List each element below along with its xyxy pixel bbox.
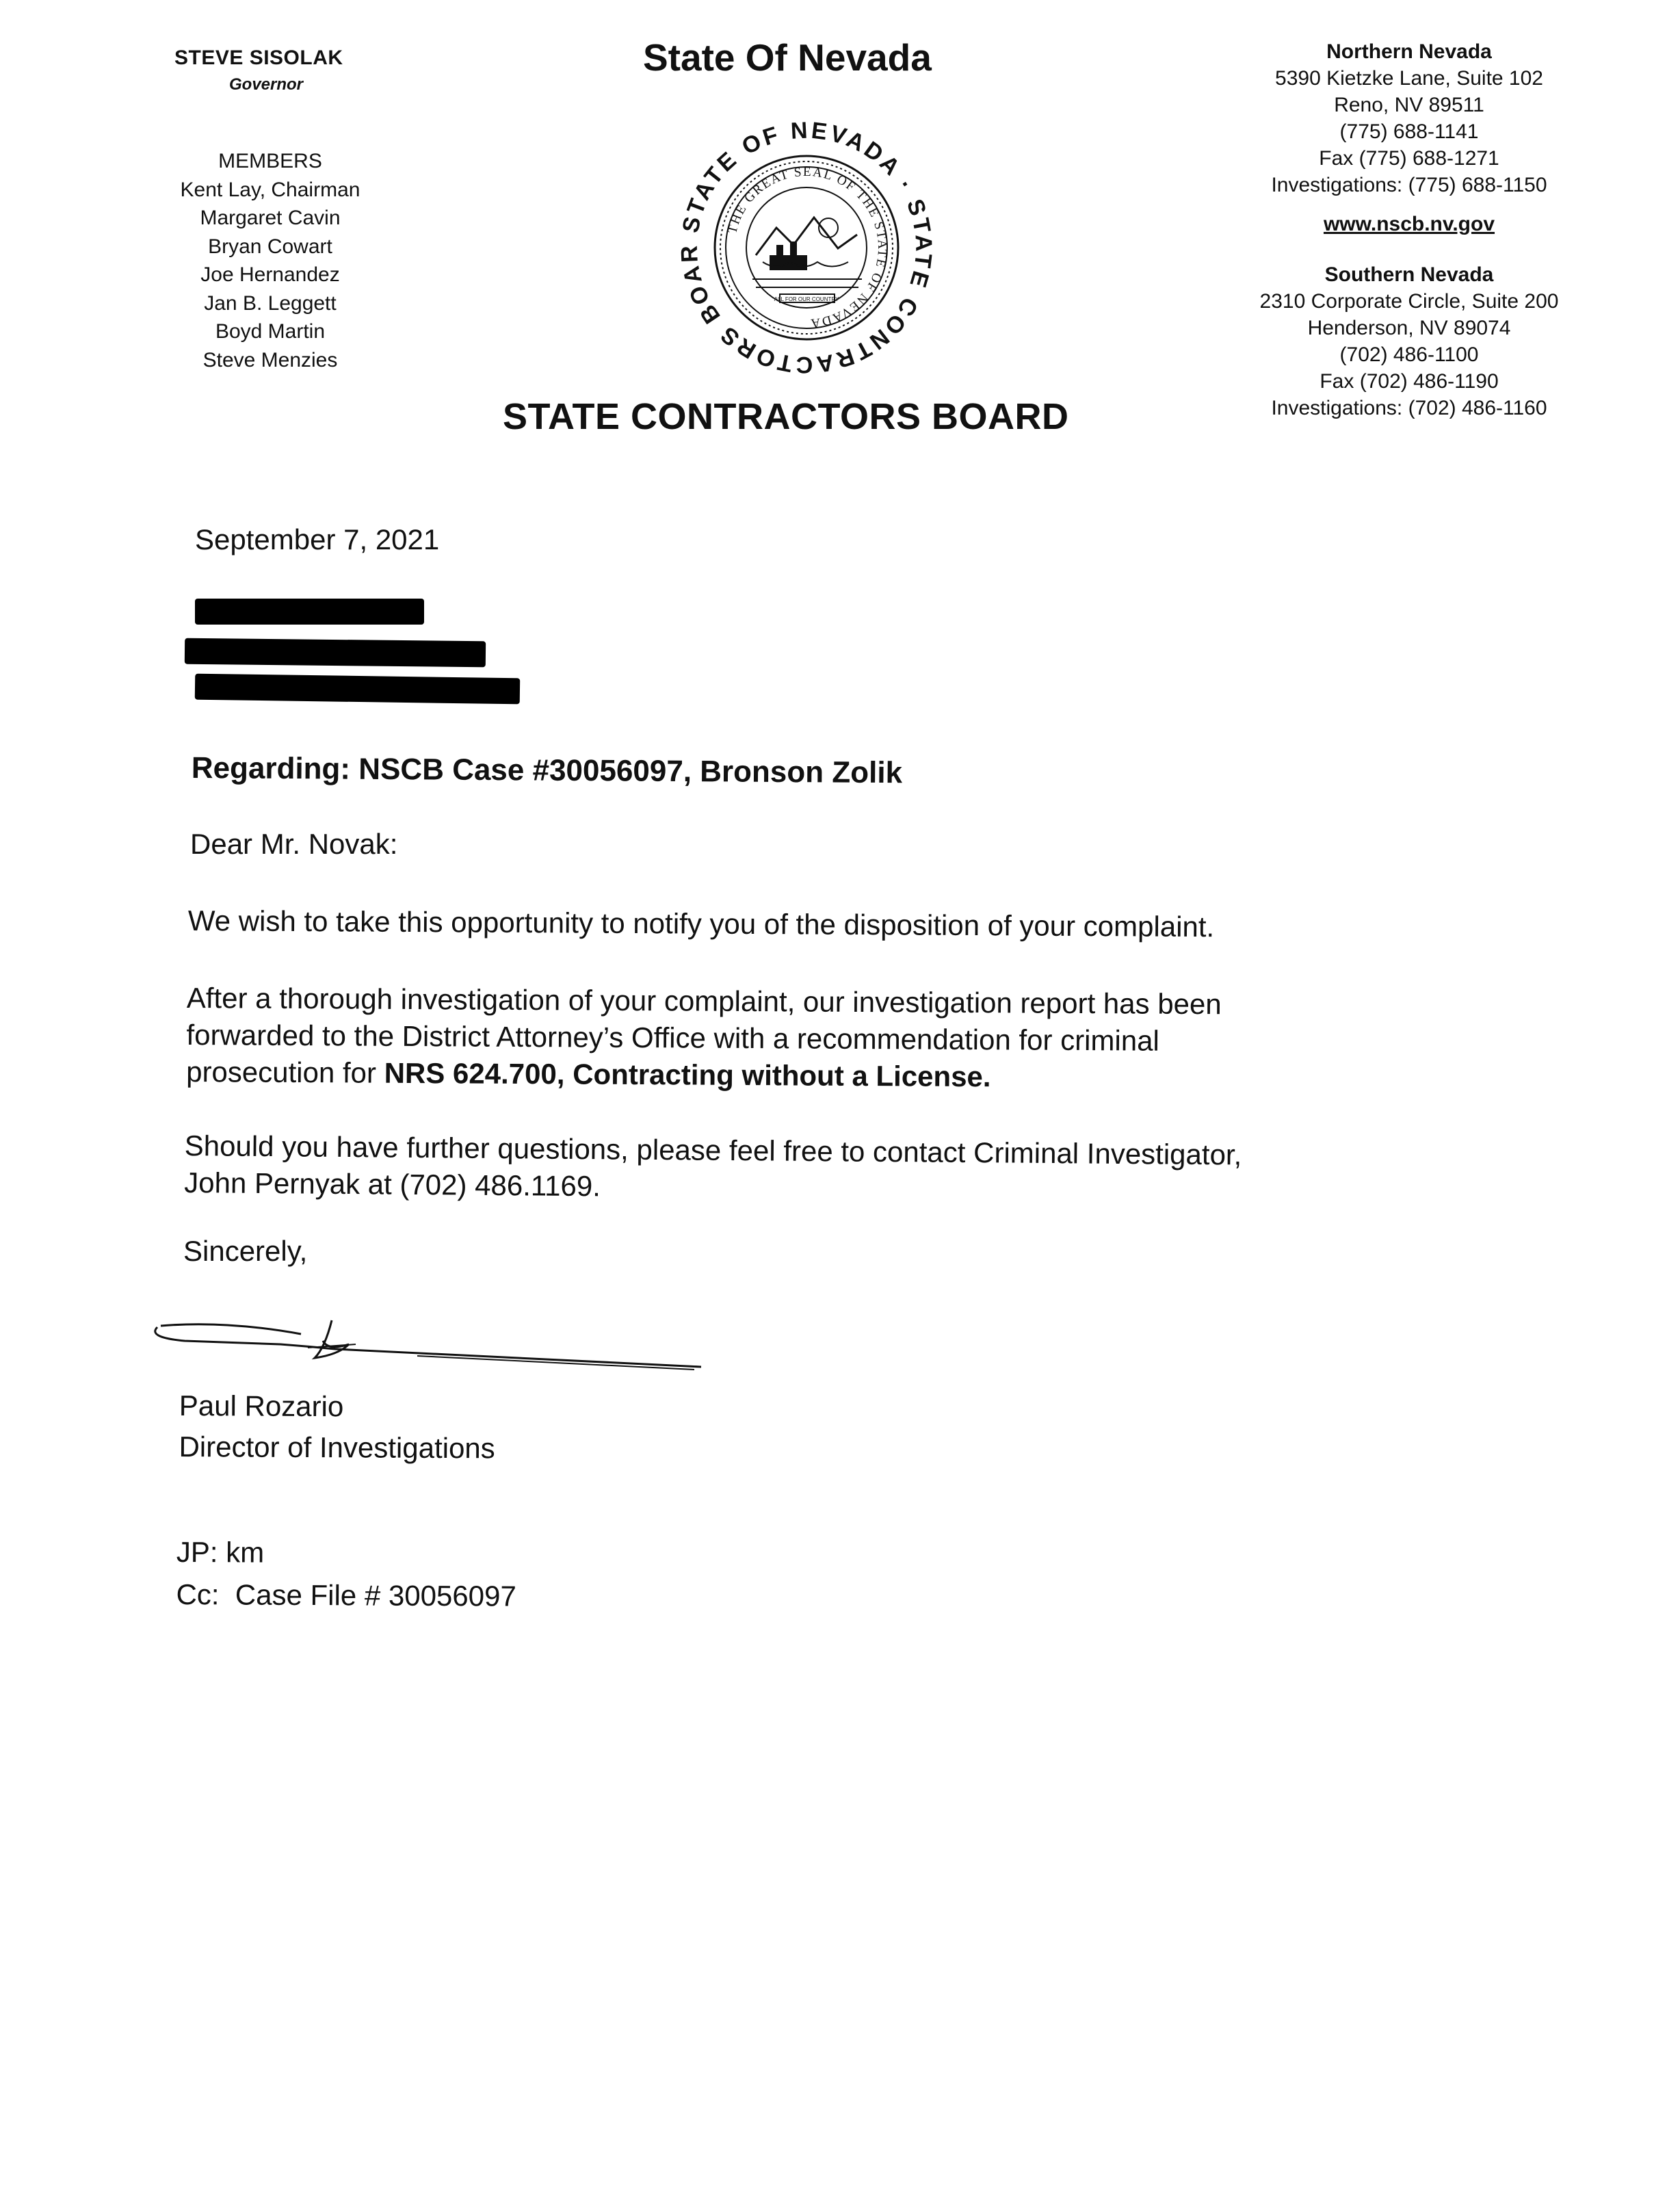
northern-address-line1: 5390 Kietzke Lane, Suite 102 (1275, 67, 1543, 90)
investigation-paragraph (186, 980, 1486, 1099)
signer-block (179, 1385, 495, 1469)
svg-text:THE GREAT SEAL OF THE STATE OF: THE GREAT SEAL OF THE STATE OF NEVADA (725, 164, 890, 331)
regarding-line: Regarding: NSCB Case #30056097, Bronson Zolik (191, 751, 903, 790)
paragraph-line: After a thorough investigation of your complaint, our investigation report has been (186, 982, 1222, 1021)
redacted-street-address (185, 638, 486, 668)
paragraph-line: Should you have further questions, please feel free to contact Criminal Investigator, (184, 1129, 1242, 1171)
contact-paragraph (184, 1127, 1484, 1213)
cc-line: Cc: Case File # 30056097 (176, 1578, 516, 1612)
member-name: Margaret Cavin (200, 207, 341, 229)
paragraph-line: John Pernyak at (702) 486.1169. (184, 1166, 601, 1203)
northern-fax: Fax (775) 688-1271 (1319, 147, 1499, 170)
member-name: Joe Hernandez (200, 263, 340, 286)
state-title: State Of Nevada (643, 36, 932, 79)
southern-address-line1: 2310 Corporate Circle, Suite 200 (1259, 290, 1559, 313)
reference-initials: JP: km (176, 1536, 265, 1569)
paragraph-line (186, 1054, 1486, 1099)
svg-text:STATE OF NEVADA · STATE CONTRA: STATE OF NEVADA · STATE CONTRACTORS BOAR (676, 117, 937, 378)
statute-reference: NRS 624.700, Contracting without a License. (384, 1056, 991, 1093)
northern-address-line2: Reno, NV 89511 (1334, 94, 1484, 116)
board-members-list (154, 147, 386, 374)
paragraph-line: forwarded to the District Attorney’s Office with a recommendation for criminal (186, 1018, 1160, 1057)
letter-date: September 7, 2021 (195, 523, 440, 555)
board-title: STATE CONTRACTORS BOARD (503, 396, 1069, 437)
southern-office-name: Southern Nevada (1324, 263, 1494, 286)
southern-address-line2: Henderson, NV 89074 (1307, 317, 1511, 339)
notification-paragraph: We wish to take this opportunity to notify you of the disposition of your complaint. (187, 904, 1215, 943)
office-contacts (1252, 38, 1566, 421)
signature-icon (144, 1307, 705, 1382)
paragraph-text: prosecution for (186, 1055, 384, 1089)
members-heading: MEMBERS (218, 150, 322, 172)
northern-investigations-phone: Investigations: (775) 688-1150 (1271, 174, 1547, 196)
closing: Sincerely, (183, 1235, 308, 1267)
member-name: Boyd Martin (215, 320, 326, 343)
signer-title: Director of Investigations (179, 1430, 495, 1465)
member-name: Bryan Cowart (208, 235, 332, 258)
southern-fax: Fax (702) 486-1190 (1320, 370, 1499, 393)
southern-investigations-phone: Investigations: (702) 486-1160 (1271, 397, 1547, 419)
member-name: Jan B. Leggett (204, 291, 337, 315)
state-seal-icon (674, 115, 939, 380)
signer-name: Paul Rozario (179, 1389, 344, 1423)
salutation: Dear Mr. Novak: (190, 828, 398, 860)
website-link[interactable]: www.nscb.nv.gov (1323, 213, 1495, 235)
northern-office-name: Northern Nevada (1326, 40, 1492, 63)
governor-name: STEVE SISOLAK (174, 47, 343, 69)
governor-title: Governor (229, 75, 304, 94)
northern-phone: (775) 688-1141 (1339, 120, 1479, 143)
redacted-city-state-zip (195, 674, 520, 705)
member-name: Kent Lay, Chairman (180, 178, 360, 201)
redacted-name (195, 599, 424, 625)
member-name: Steve Menzies (202, 348, 338, 371)
svg-text:ALL FOR OUR COUNTRY: ALL FOR OUR COUNTRY (774, 296, 839, 302)
reference-block (176, 1531, 516, 1618)
southern-phone: (702) 486-1100 (1339, 343, 1479, 366)
